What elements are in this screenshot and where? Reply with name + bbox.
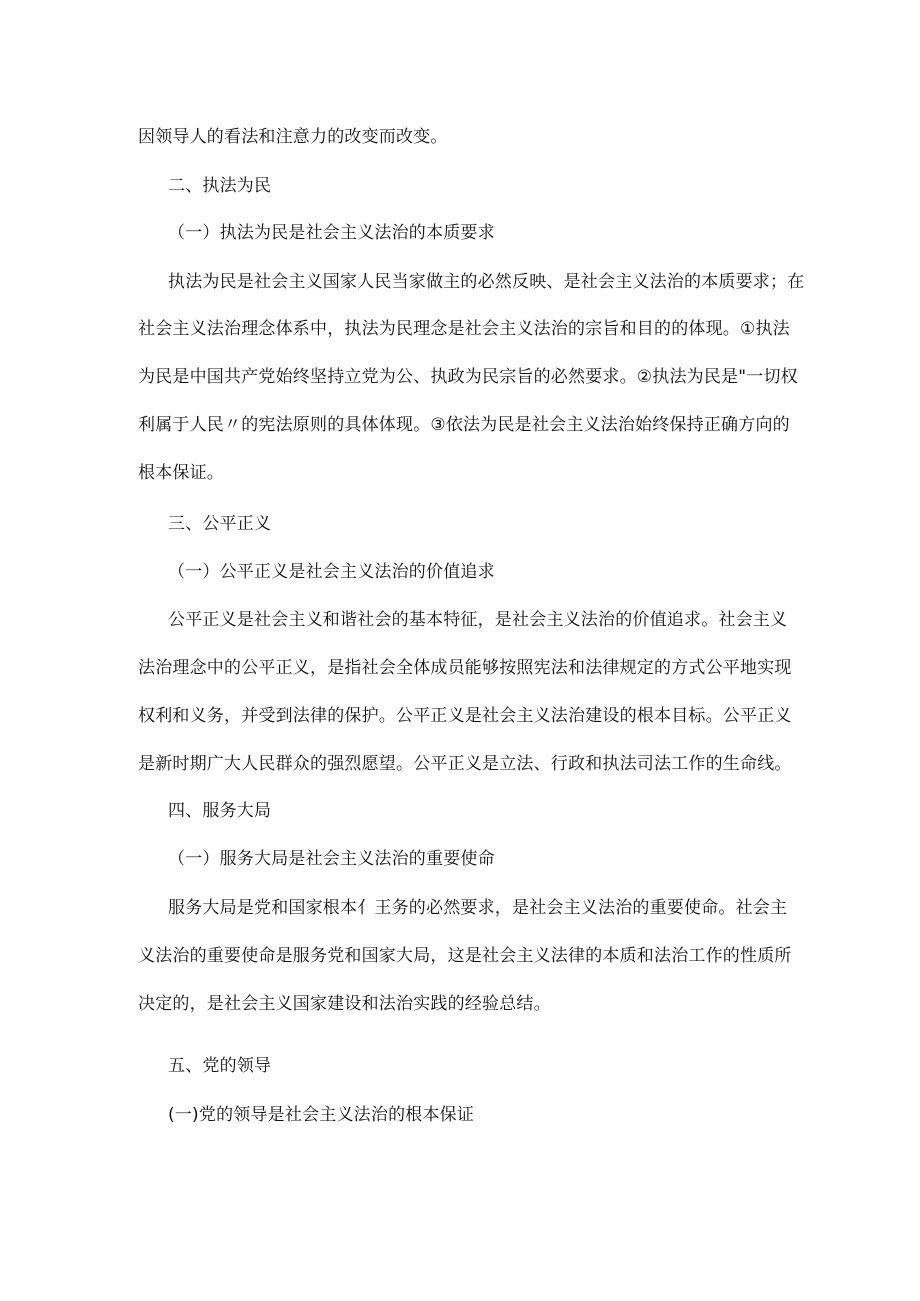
section-heading: 五、党的领导 [168,1056,272,1076]
paragraph-line: 根本保证。 [138,463,224,483]
paragraph-line: 利属于人民〃的宪法原则的具体体现。③依法为民是社会主义法治始终保持正确方向的 [138,415,790,435]
paragraph-line: 决定的，是社会主义国家建设和法治实践的经验总结。 [138,994,551,1014]
subsection-heading: （一）服务大局是社会主义法治的重要使命 [168,849,495,869]
paragraph-line: 为民是中国共产党始终坚持立党为公、执政为民宗旨的必然要求。②执法为民是"一切权 [138,367,798,387]
paragraph-line: 社会主义法治理念体系中，执法为民理念是社会主义法治的宗旨和目的的体现。①执法 [138,319,790,339]
paragraph-line: 是新时期广大人民群众的强烈愿望。公平正义是立法、行政和执法司法工作的生命线。 [138,754,792,774]
section-heading: 四、服务大局 [168,801,272,821]
section-heading: 二、执法为民 [168,176,272,196]
paragraph-line: 因领导人的看法和注意力的改变而改变。 [138,127,448,147]
paragraph-line: 执法为民是社会主义国家人民当家做主的必然反映、是社会主义法治的本质要求；在 [168,272,805,292]
paragraph-line: 义法治的重要使命是服务党和国家大局，这是社会主义法律的本质和法治工作的性质所 [138,946,792,966]
paragraph-line: 服务大局是党和国家根本亻王务的必然要求，是社会主义法治的重要使命。社会主 [168,898,788,918]
paragraph-line: 法治理念中的公平正义，是指社会全体成员能够按照宪法和法律规定的方式公平地实现 [138,658,792,678]
paragraph-line: 权利和义务，并受到法律的保护。公平正义是社会主义法治建设的根本目标。公平正义 [138,706,792,726]
paragraph-line: 公平正义是社会主义和谐社会的基本特征，是社会主义法治的价值追求。社会主义 [168,610,788,630]
subsection-heading: （一）执法为民是社会主义法治的本质要求 [168,223,495,243]
subsection-heading: (一)党的领导是社会主义法治的根本保证 [168,1105,475,1125]
section-heading: 三、公平正义 [168,514,272,534]
subsection-heading: （一）公平正义是社会主义法治的价值追求 [168,562,495,582]
